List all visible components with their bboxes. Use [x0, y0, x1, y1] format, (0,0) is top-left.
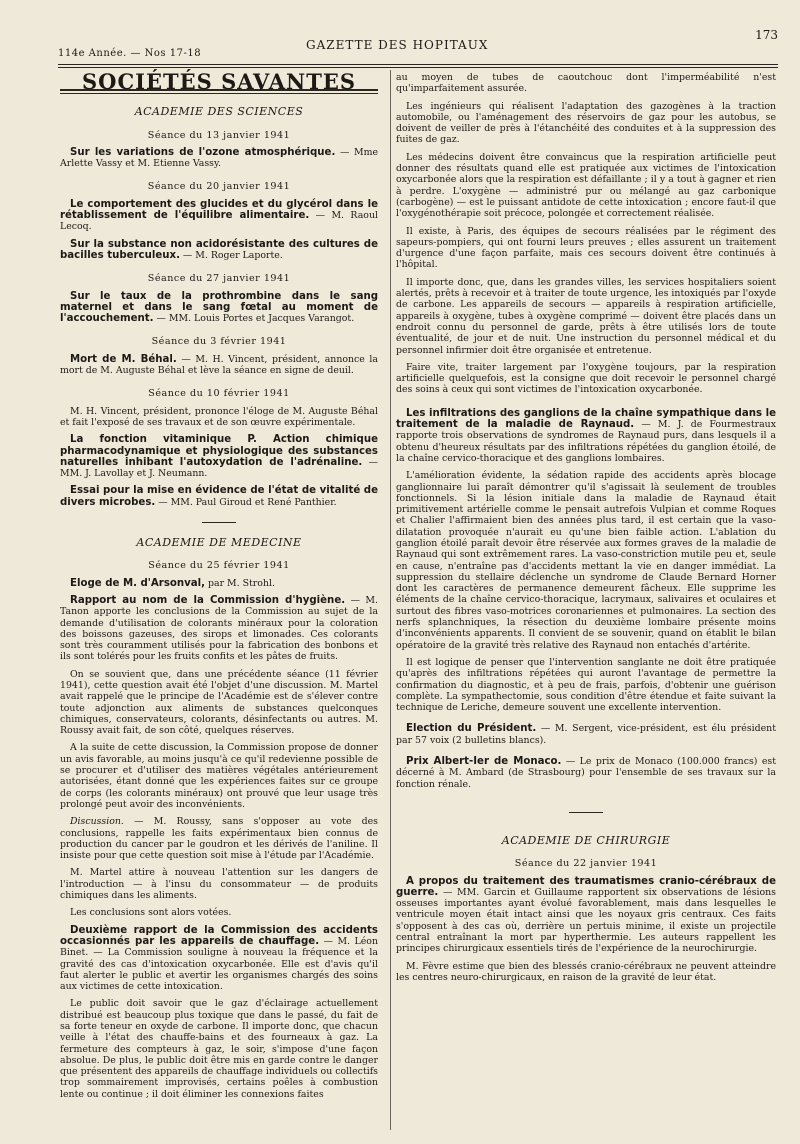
header-rule [58, 64, 778, 68]
paragraph: Il importe donc, que, dans les grandes villes, les services hospitaliers soient alertés, prêts à recevoir et à traiter de toute urgence, les intoxiqués par l'oxyde de carbone. Les appareils de secours — appareils à respiration artificielle, appareils à oxygène, tubes à oxygène comprimé — doivent être placés dans un endroit connu du personnel de garde, prêts à être utilisés lors de toute éventualité, de jour et de nuit. Une instruction du personnel médical et du personnel infirmier doit être organisée et entretenue. [396, 276, 776, 356]
separator-rule [569, 812, 603, 813]
entry: Election du Président. — M. Sergent, vice-président, est élu président par 57 voix (2 bulletins blancs). [396, 723, 776, 746]
academy-heading: ACADEMIE DES SCIENCES [134, 105, 304, 119]
section-title: SOCIÉTÉS SAVANTES [82, 69, 356, 94]
paragraph: Les médecins doivent être convaincus que la respiration artificielle peut donner des résultats quand elle est pratiquée aux victimes de l'intoxication oxycarbonée alors que la respiration est défaillante ; il y a tout à gagner et rien à perdre. L'oxygène — administré pur ou mélangé au gaz carbonique (carbogène) — est le puissant antidote de cette intoxication ; encore faut-il que l'oxygénothérapie soit précoce, polongée et correctement réalisée. [396, 151, 776, 220]
entry: Le comportement des glucides et du glycérol dans le rétablissement de l'équilibre alimentaire. — M. Raoul Lecoq. [60, 198, 378, 233]
seance-date: Séance du 13 janvier 1941 [147, 129, 291, 141]
paragraph: M. Fèvre estime que bien des blessés cranio-cérébraux ne peuvent atteindre les centres neuro-chirurgicaux, en raison de la gravité de leur état. [396, 960, 776, 983]
paragraph: Faire vite, traiter largement par l'oxygène toujours, par la respiration artificielle quelquefois, est la consigne que doit recevoir le personnel chargé des soins à ceux qui sont victimes de l'intoxication oxycarbonée. [396, 361, 776, 396]
right-column [396, 72, 776, 989]
seance-date: Séance du 22 janvier 1941 [514, 858, 658, 870]
left-column [60, 69, 379, 1106]
entry: Mort de M. Béhal. — M. H. Vincent, président, annonce la mort de M. Auguste Béhal et lève la séance en signe de deuil. [60, 353, 379, 377]
paragraph: Les conclusions sont alors votées. [70, 907, 232, 919]
academy-heading: ACADEMIE DE MEDECINE [136, 536, 302, 550]
paragraph: M. H. Vincent, président, prononce l'éloge de M. Auguste Béhal et fait l'exposé de ses travaux et de son œuvre expérimentale. [60, 405, 378, 428]
seance-date: Séance du 10 février 1941 [148, 388, 290, 400]
seance-date: Séance du 27 janvier 1941 [147, 273, 291, 285]
paragraph: A la suite de cette discussion, la Commission propose de donner un avis favorable, au moins jusqu'à ce qu'il redevienne possible de se procurer et d'utiliser des matières végétales antérieurement autorisées, étant donné que les expériences faites sur ce groupe de corps (les colorants minéraux) ont prouvé que leur usage très prolongé peut avoir des inconvénients. [60, 742, 378, 810]
separator-rule [202, 522, 236, 523]
paragraph: On se souvient que, dans une précédente séance (11 février 1941), cette question avait été l'objet d'une discussion. M. Martel avait rappelé que le principe de l'Académie est de s'élever contre toute adjonction aux aliments de substances quelconques chimiques, conservateurs, colorants, désinfectants ou autres. M. Roussy avait fait, de son côté, quelques réserves. [60, 668, 378, 737]
entry: Sur les variations de l'ozone atmosphérique. — Mme Arlette Vassy et M. Etienne Vassy. [60, 146, 379, 170]
paragraph: Le public doit savoir que le gaz d'éclairage actuellement distribué est beaucoup plus toxique que dans le passé, du fait de sa forte teneur en oxyde de carbone. Il importe donc, que chacun veille à l'état des chauffe-bains et des fourneaux à gaz. La fermeture des compteurs à gaz, le soir, s'impose d'une façon absolue. De plus, le public doit être mis en garde contre le danger que présentent des appareils de chauffage individuels ou collectifs trop sommairement improvisés, certains poêles à combustion lente ou continue ; il doit éliminer les connexions faites [60, 998, 378, 1100]
paragraph: Il existe, à Paris, des équipes de secours réalisées par le régiment des sapeurs-pompiers, qui ont fourni leurs preuves ; elles assurent un traitement d'urgence d'une façon parfaite, mais ces secours doivent être continués à l'hôpital. [396, 225, 776, 271]
entry: Rapport au nom de la Commission d'hygiène. — M. Tanon apporte les conclusions de la Commission au sujet de la demande d'utilisation de colorants minéraux pour la coloration des boissons gazeuses, des sirops et limonades. Ces colorants sont très couramment utilisés pour la fabrication des bonbons et ils sont tolérés pour les fruits confits et les pâtes de fruits. [60, 594, 378, 663]
seance-date: Séance du 20 janvier 1941 [147, 181, 291, 193]
paragraph: Il est logique de penser que l'intervention sanglante ne doit être pratiquée qu'après des infiltrations répétées qui auront l'avantage de permettre la confirmation du diagnostic, et à peu de frais, parfois, d'obtenir une guérison complète. La sympathectomie, sous condition d'être étendue et faite suivant la technique de Leriche, demeure souvent une excellente intervention. [396, 656, 776, 714]
entry: Sur la substance non acidorésistante des cultures de bacilles tuberculeux. — M. Roger Laporte. [60, 238, 378, 261]
running-header [58, 28, 778, 58]
seance-date: Séance du 25 février 1941 [148, 560, 290, 572]
paragraph: M. Martel attire à nouveau l'attention sur les dangers de l'introduction — à l'insu du consommateur — de produits chimiques dans les aliments. [60, 867, 378, 902]
issue-number: 114e Année. — Nos 17-18 [58, 48, 202, 59]
page-number: 173 [755, 28, 778, 42]
entry: Les infiltrations des ganglions de la chaîne sympathique dans le traitement de la maladie de Raynaud. — M. J. de Fourmestraux rapporte trois observations de syndromes de Raynaud purs, dans lesquels il a obtenu d'heureux résultats par des infiltrations répétées du ganglion étoilé, de la chaîne cervico-thoracique et des ganglions lombaires. [396, 407, 776, 464]
entry: Discussion. — M. Roussy, sans s'opposer au vote des conclusions, rappelle les faits expérimentaux bien connus de production du cancer par le goudron et les dérivés de l'aniline. Il insiste pour que cette question soit mise à l'étude par l'Académie. [60, 816, 378, 862]
entry: Essai pour la mise en évidence de l'état de vitalité de divers microbes. — MM. Paul Giroud et René Panthier. [60, 485, 378, 508]
entry: Sur le taux de la prothrombine dans le sang maternel et dans le sang fœtal au moment de l'accouchement. — MM. Louis Portes et Jacques Varangot. [60, 290, 378, 325]
paragraph: L'amélioration évidente, la sédation rapide des accidents après blocage ganglionnaire lui paraît démontrer qu'il s'agissait là seulement de troubles fonctionnels. Si la lésion initiale dans la maladie de Raynaud était primitivement artérielle comme le pensait autrefois Vulpian et comme Roques et Chalier l'affirmaient bien des années plus tard, il est certain que la vaso-dilatation provoquée n'aurait eu qu'une bien faible action. L'ablation du ganglion étoilé paraît devoir être réservée aux formes graves de la maladie de Raynaud qui sont extrêmement rares. La vaso-constriction mutile peu et, seule en cause, n'entraîne pas d'accidents mettant la vie en danger immédiat. La suppression du stellaire déclenche un syndrome de Claude Bernard Horner dont les caractères de permanence demeurent fâcheux. Elle supprime les éléments de la chaîne cervico-thoracique, lacrymaux, salivaires et oculaires et surtout des fibres vaso-motrices coronariennes et pulmonaires. La section des nerfs splanchniques, la résection du deuxième lombaire présente moins d'inconvénients apparents. Il convient de se souvenir, quand on établit le bilan opératoire de la gravité très relative des Raynaud non entachés d'artérite. [396, 470, 776, 651]
seance-date: Séance du 3 février 1941 [151, 336, 287, 348]
entry: La fonction vitaminique P. Action chimique pharmacodynamique et physiologique des substances naturelles inhibant l'autoxydation de l'adrénaline. — MM. J. Lavollay et J. Neumann. [60, 434, 378, 480]
paragraph: Les ingénieurs qui réalisent l'adaptation des gazogènes à la traction automobile, ou l'aménagement des réservoirs de gaz pour les autobus, se doivent de veiller de près à l'étanchéité des conduites et à la suppression des fuites de gaz. [396, 100, 776, 146]
entry: Eloge de M. d'Arsonval, par M. Strohl. [70, 577, 275, 589]
academy-heading: ACADEMIE DE CHIRURGIE [501, 833, 671, 847]
entry: Prix Albert-Ier de Monaco. — Le prix de Monaco (100.000 francs) est décerné à M. Ambard (de Strasbourg) pour l'ensemble de ses travaux sur la fonction rénale. [396, 756, 776, 790]
entry: A propos du traitement des traumatismes cranio-cérébraux de guerre. — MM. Garcin et Guillaume rapportent six observations de lésions osseuses importantes ayant évolué favorablement, mais dans lesquelles le ventricule moyen était intact ainsi que les noyaux gris centraux. Ces faits s'opposent à des cas où, derrière un pertuis minime, il existe un projectile central entraînant la mort par hyperthermie. Les auteurs rappellent les principes chirurgicaux essentiels tirés de l'expérience de la neurochirurgie. [396, 875, 776, 955]
entry: Deuxième rapport de la Commission des accidents occasionnés par les appareils de chauffage. — M. Léon Binet. — La Commission souligne à nouveau la fréquence et la gravité des cas d'intoxication oxycarbonée. Elle est d'avis qu'il faut alerter le public et avertir les organismes chargés des soins aux victimes de cette intoxication. [60, 924, 378, 993]
paragraph: au moyen de tubes de caoutchouc dont l'imperméabilité n'est qu'imparfaitement assurée. [396, 72, 776, 95]
journal-title: GAZETTE DES HOPITAUX [306, 38, 489, 52]
column-divider [390, 70, 391, 1130]
